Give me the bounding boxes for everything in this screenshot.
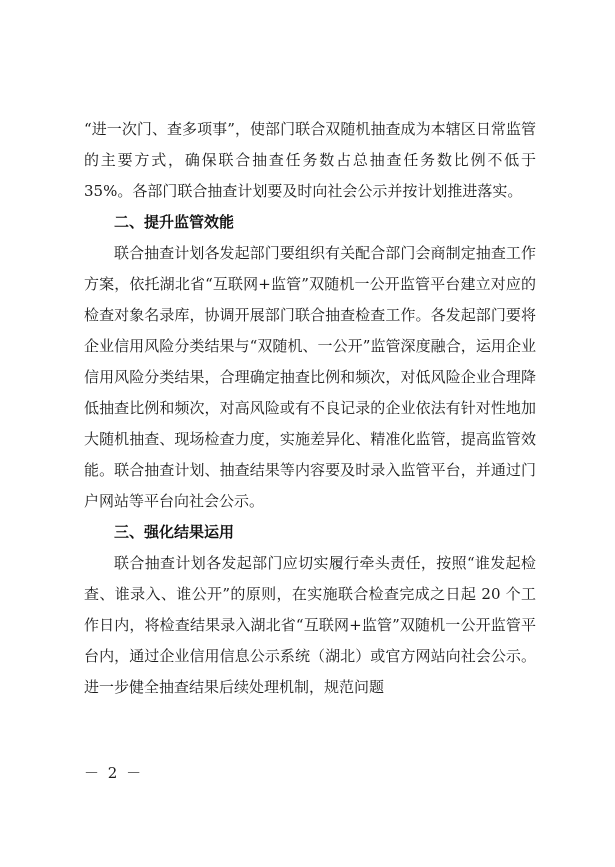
section-heading-improve-efficiency: 二、提升监管效能: [114, 213, 235, 231]
paragraph-efficiency: 联合抽查计划各发起部门要组织有关配合部门会商制定抽查工作方案，依托湖北省“互联网+监管”双随机一公开监管平台建立对应的检查对象名录库，协调开展部门联合抽查检查工作。各发起部门要将企业信用风险分类结果与“双随机、一公开”监管深度融合，运用企业信用风险分类结果，合理确定抽查比例和频次，对低风险企业合理降低抽查比例和频次，对高风险或有不良记录的企业依法有针对性地加大随机抽查、现场检查力度，实施差异化、精准化监管，提高监管效能。联合抽查计划、抽查结果等内容要及时录入监管平台，并通过门户网站等平台向社会公示。: [84, 244, 536, 510]
paragraph-result-use: 联合抽查计划各发起部门应切实履行牵头责任，按照“谁发起检查、谁录入、谁公开”的原则，在实施联合检查完成之日起 20 个工作日内，将检查结果录入湖北省“互联网+监管”双随机一公开监管平台内，通过企业信用信息公示系统（湖北）或官方网站向社会公示。进一步健全抽查结果后续处理机制，规范问题: [84, 554, 536, 696]
page-number: － 2 －: [84, 764, 144, 782]
document-body: [84, 114, 536, 703]
paragraph-continuation: “进一次门、查多项事”，使部门联合双随机抽查成为本辖区日常监管的主要方式，确保联合抽查任务数占总抽查任务数比例不低于 35%。各部门联合抽查计划要及时向社会公示并按计划推进落实。: [84, 120, 536, 200]
section-heading-result-use: 三、强化结果运用: [114, 523, 235, 541]
